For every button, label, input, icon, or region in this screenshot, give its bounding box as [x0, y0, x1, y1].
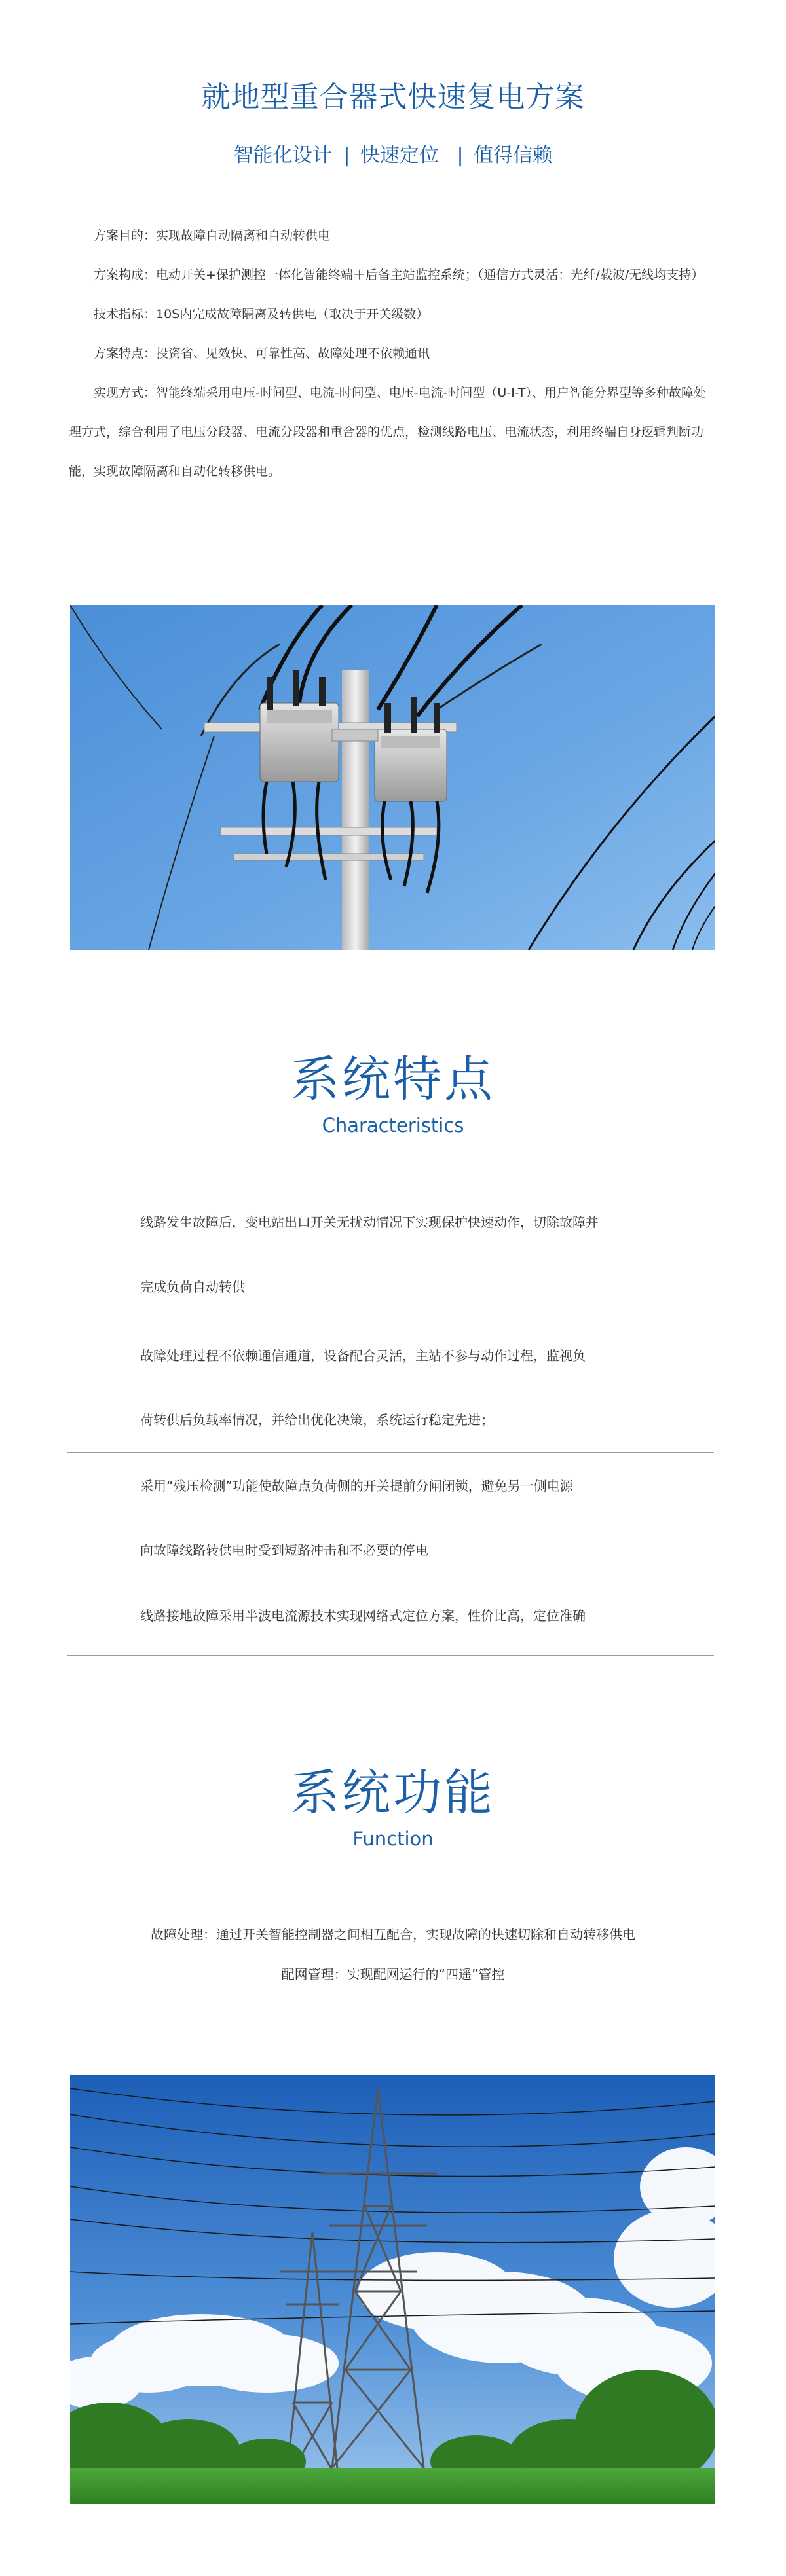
function-title: 系统功能	[291, 1765, 495, 1821]
divider	[67, 1452, 714, 1453]
intro-features: 方案特点：投资省、见效快、可靠性高、故障处理不依赖通讯	[94, 346, 430, 361]
intro-composition: 方案构成：电动开关+保护测控一体化智能终端＋后备主站监控系统；（通信方式灵活：光纤/载波/无线均支持）	[94, 268, 704, 282]
feature-3-line-2: 向故障线路转供电时受到短路冲击和不必要的停电	[140, 1542, 428, 1558]
tag-1: 智能化设计	[233, 144, 332, 167]
feature-2-line-1: 故障处理过程不依赖通信通道，设备配合灵活，主站不参与动作过程，监视负	[140, 1348, 586, 1364]
characteristics-title: 系统特点	[291, 1051, 495, 1108]
feature-4-line-1: 线路接地故障采用半波电流源技术实现网络式定位方案，性价比高，定位准确	[140, 1608, 586, 1624]
intro-goal: 方案目的：实现故障自动隔离和自动转供电	[94, 228, 331, 243]
feature-3-line-1: 采用“残压检测”功能使故障点负荷侧的开关提前分闸闭锁，避免另一侧电源	[140, 1478, 573, 1494]
page-title: 就地型重合器式快速复电方案	[201, 81, 585, 114]
characteristics-subtitle: Characteristics	[322, 1114, 464, 1136]
function-item-network-management: 配网管理：实现配网运行的“四遥”管控	[281, 1967, 505, 1982]
feature-1-line-1: 线路发生故障后，变电站出口开关无扰动情况下实现保护快速动作，切除故障并	[140, 1214, 599, 1230]
tagline	[0, 139, 786, 168]
tag-2: 快速定位	[360, 144, 439, 167]
pole-switchgear-photo	[70, 605, 715, 950]
intro-indicator: 技术指标：10S内完成故障隔离及转供电（取决于开关级数）	[94, 307, 429, 321]
tag-separator-2: |	[457, 144, 464, 167]
function-subtitle: Function	[352, 1828, 434, 1850]
divider	[67, 1655, 714, 1656]
tag-3: 值得信赖	[474, 144, 553, 167]
feature-1-line-2: 完成负荷自动转供	[140, 1279, 245, 1295]
intro-block	[69, 216, 717, 491]
function-item-fault-handling: 故障处理：通过开关智能控制器之间相互配合，实现故障的快速切除和自动转移供电	[151, 1927, 635, 1942]
feature-2-line-2: 荷转供后负载率情况，并给出优化决策，系统运行稳定先进；	[140, 1412, 494, 1428]
tag-separator-1: |	[343, 144, 350, 167]
transmission-tower-photo	[70, 2075, 715, 2504]
intro-method: 实现方式：智能终端采用电压-时间型、电流-时间型、电压-电流-时间型（U-I-T）、用户智能分界型等多种故障处理方式，综合利用了电压分段器、电流分段器和重合器的优点，检测线路电压、电流状态，利用终端自身逻辑判断功能，实现故障隔离和自动化转移供电。	[69, 386, 707, 479]
